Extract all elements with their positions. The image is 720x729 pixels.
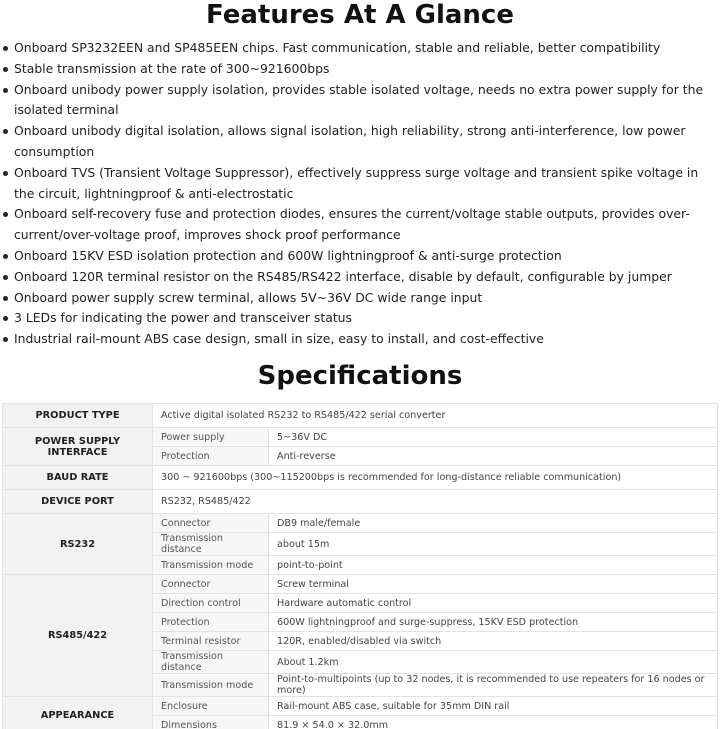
spec-row-rs485 (3, 575, 718, 594)
features-title: Features At A Glance (206, 0, 514, 30)
spec-label: RS232 (3, 514, 153, 575)
spec-label: PRODUCT TYPE (3, 404, 153, 428)
spec-value: About 1.2km (269, 651, 718, 674)
spec-label: RS485/422 (3, 575, 153, 697)
spec-value: 120R, enabled/disabled via switch (269, 632, 718, 651)
feature-item: Onboard power supply screw terminal, allows 5V~36V DC wide range input (2, 288, 718, 309)
spec-row-appearance (3, 697, 718, 716)
spec-key: Power supply (153, 428, 269, 447)
feature-item: 3 LEDs for indicating the power and transceiver status (2, 308, 718, 329)
spec-key: Terminal resistor (153, 632, 269, 651)
spec-value: Hardware automatic control (269, 594, 718, 613)
spec-key: Protection (153, 613, 269, 632)
spec-value: 5~36V DC (269, 428, 718, 447)
spec-value: DB9 male/female (269, 514, 718, 533)
feature-item: Onboard unibody power supply isolation, provides stable isolated voltage, needs no extra power supply for the isolated terminal (2, 80, 718, 122)
feature-item: Stable transmission at the rate of 300~921600bps (2, 59, 718, 80)
spec-label: APPEARANCE (3, 697, 153, 729)
feature-item: Industrial rail-mount ABS case design, small in size, easy to install, and cost-effective (2, 329, 718, 350)
spec-value: RS232, RS485/422 (153, 490, 718, 514)
spec-key: Direction control (153, 594, 269, 613)
spec-value: 300 ~ 921600bps (300~115200bps is recommended for long-distance reliable communication) (153, 466, 718, 490)
spec-key: Connector (153, 514, 269, 533)
spec-key: Transmission distance (153, 533, 269, 556)
feature-item: Onboard unibody digital isolation, allows signal isolation, high reliability, strong anti-interference, low power consumption (2, 121, 718, 163)
spec-value: Anti-reverse (269, 447, 718, 466)
spec-row-power (3, 428, 718, 447)
spec-key: Transmission distance (153, 651, 269, 674)
spec-label: POWER SUPPLY INTERFACE (3, 428, 153, 466)
spec-row-product-type (3, 404, 718, 428)
spec-label: DEVICE PORT (3, 490, 153, 514)
spec-label: BAUD RATE (3, 466, 153, 490)
feature-item: Onboard 120R terminal resistor on the RS485/RS422 interface, disable by default, configurable by jumper (2, 267, 718, 288)
feature-item: Onboard SP3232EEN and SP485EEN chips. Fast communication, stable and reliable, better compatibility (2, 38, 718, 59)
spec-value: Active digital isolated RS232 to RS485/422 serial converter (153, 404, 718, 428)
spec-value: Screw terminal (269, 575, 718, 594)
spec-key: Protection (153, 447, 269, 466)
spec-key: Connector (153, 575, 269, 594)
spec-key: Transmission mode (153, 556, 269, 575)
spec-key: Enclosure (153, 697, 269, 716)
spec-row-rs232 (3, 514, 718, 533)
specifications-table (2, 403, 718, 729)
spec-row-device-port (3, 490, 718, 514)
spec-value: 600W lightningproof and surge-suppress, 15KV ESD protection (269, 613, 718, 632)
feature-item: Onboard TVS (Transient Voltage Suppressor), effectively suppress surge voltage and transient spike voltage in the circuit, lightningproof & anti-electrostatic (2, 163, 718, 205)
spec-key: Transmission mode (153, 674, 269, 697)
spec-row-baud (3, 466, 718, 490)
spec-value: Point-to-multipoints (up to 32 nodes, it is recommended to use repeaters for 16 nodes or more) (269, 674, 718, 697)
feature-item: Onboard self-recovery fuse and protection diodes, ensures the current/voltage stable outputs, provides over-current/over-voltage proof, improves shock proof performance (2, 204, 718, 246)
spec-value: 81.9 × 54.0 × 32.0mm (269, 716, 718, 729)
spec-value: point-to-point (269, 556, 718, 575)
spec-value: Rail-mount ABS case, suitable for 35mm DIN rail (269, 697, 718, 716)
feature-item: Onboard 15KV ESD isolation protection and 600W lightningproof & anti-surge protection (2, 246, 718, 267)
features-list (2, 38, 718, 350)
spec-key: Dimensions (153, 716, 269, 729)
specifications-title: Specifications (257, 361, 463, 391)
spec-value: about 15m (269, 533, 718, 556)
